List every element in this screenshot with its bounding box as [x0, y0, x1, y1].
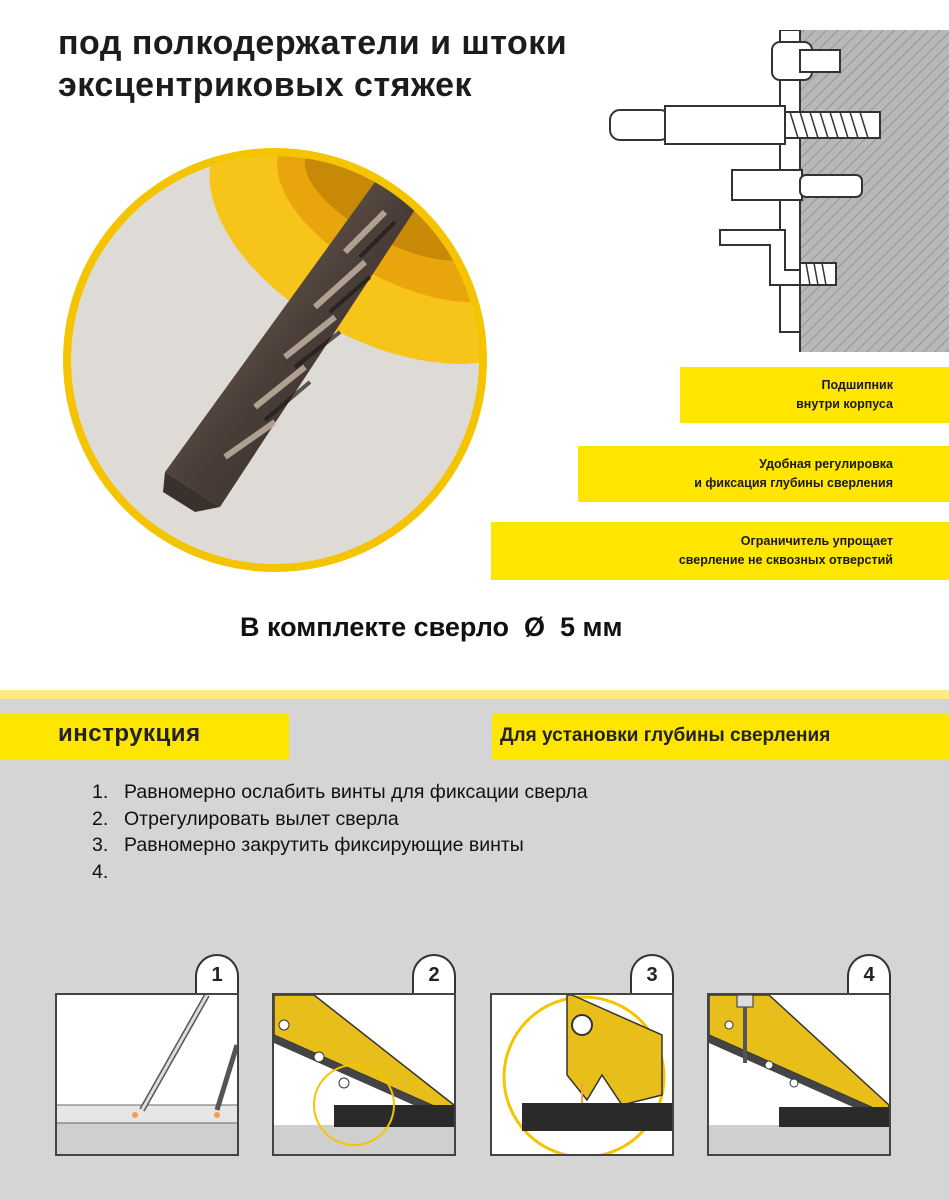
drill-bit-closeup-image — [45, 142, 505, 582]
instruction-heading: инструкция — [0, 714, 289, 760]
list-item: 3. Равномерно закрутить фиксирующие винты — [92, 834, 524, 856]
jig-cross-section-diagram — [600, 30, 949, 360]
feature-text: внутри корпуса — [796, 397, 893, 411]
list-item: 1. Равномерно ослабить винты для фиксации сверла — [92, 781, 588, 803]
list-item: 4. — [92, 860, 109, 883]
feature-bearing — [680, 367, 949, 423]
feature-stopper — [491, 522, 949, 580]
step-diagram-4 — [707, 993, 891, 1156]
feature-text: и фиксация глубины сверления — [694, 476, 893, 490]
step-diagram-1 — [55, 993, 239, 1156]
step-diagram-3 — [490, 993, 674, 1156]
title-line-2: эксцентриковых стяжек — [58, 66, 473, 104]
step-diagram-2 — [272, 993, 456, 1156]
section-divider — [0, 690, 949, 699]
kit-drill-size: В комплекте сверло Ø 5 мм — [240, 612, 623, 642]
step-tab-1: 1 — [195, 954, 239, 994]
instruction-steps — [92, 779, 588, 885]
step-tab-4: 4 — [847, 954, 891, 994]
step-tab-3: 3 — [630, 954, 674, 994]
feature-text: сверление не сквозных отверстий — [678, 553, 893, 567]
list-item: 2. Отрегулировать вылет сверла — [92, 807, 399, 830]
page-title — [58, 22, 567, 106]
feature-depth-adjust — [578, 446, 949, 502]
title-line-1: под полкодержатели и штоки — [58, 24, 568, 62]
step-tab-2: 2 — [412, 954, 456, 994]
feature-text: Подшипник — [821, 378, 893, 392]
depth-setting-label: Для установки глубины сверления — [492, 714, 949, 760]
feature-text: Ограничитель упрощает — [740, 534, 893, 548]
feature-text: Удобная регулировка — [759, 457, 893, 471]
